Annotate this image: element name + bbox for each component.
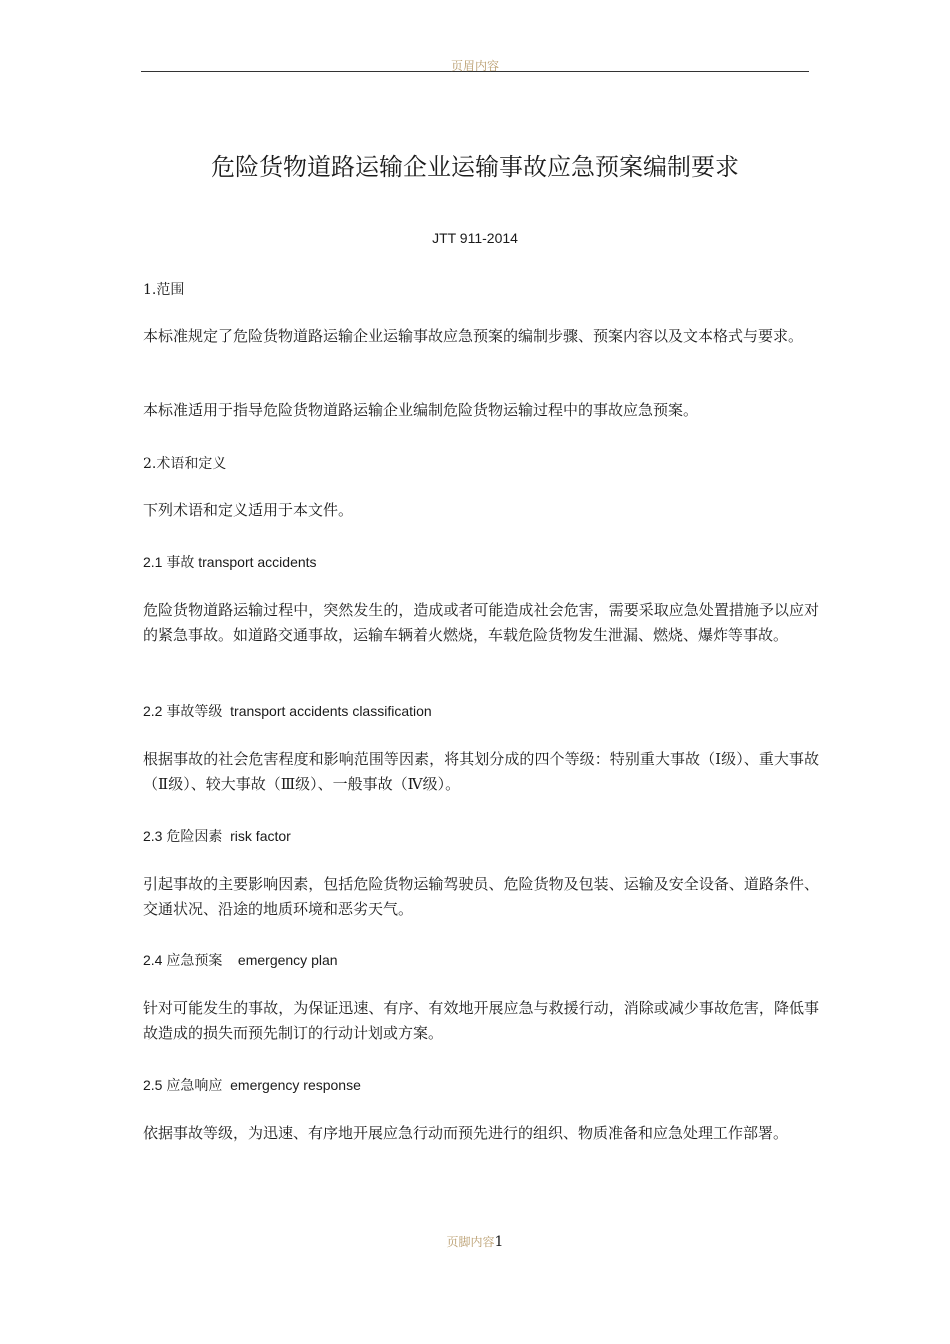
section-2-1-term-en: transport accidents bbox=[198, 554, 317, 570]
section-2-3-heading bbox=[143, 825, 819, 848]
header-text: 页眉内容 bbox=[450, 59, 499, 73]
section-2-paragraph: 下列术语和定义适用于本文件。 bbox=[143, 501, 354, 519]
section-2-2-definition: 根据事故的社会危害程度和影响范围等因素，将其划分成的四个等级：特别重大事故（Ⅰ级）、重大事故（Ⅱ级）、较大事故（Ⅲ级）、一般事故（Ⅳ级）。 bbox=[143, 750, 819, 793]
section-1-paragraph-2: 本标准适用于指导危险货物道路运输企业编制危险货物运输过程中的事故应急预案。 bbox=[143, 401, 699, 419]
section-2-3-definition: 引起事故的主要影响因素，包括危险货物运输驾驶员、危险货物及包装、运输及安全设备、道路条件、交通状况、沿途的地质环境和恶劣天气。 bbox=[143, 875, 819, 918]
section-2-2-heading bbox=[143, 700, 819, 723]
section-2-5-definition: 依据事故等级，为迅速、有序地开展应急行动而预先进行的组织、物质准备和应急处理工作部署。 bbox=[143, 1124, 789, 1142]
section-1-paragraph-1: 本标准规定了危险货物道路运输企业运输事故应急预案的编制步骤、预案内容以及文本格式与要求。 bbox=[143, 327, 804, 345]
section-2-3-term-en: risk factor bbox=[230, 828, 291, 844]
page-header bbox=[141, 55, 809, 72]
section-2-4-number: 2.4 bbox=[143, 952, 163, 968]
page-footer bbox=[0, 1232, 950, 1251]
section-2-4-term-en: emergency plan bbox=[237, 952, 338, 968]
section-2-5-heading bbox=[143, 1074, 819, 1097]
section-2-4-definition: 针对可能发生的事故，为保证迅速、有序、有效地开展应急与救援行动，消除或减少事故危害，降低事故造成的损失而预先制订的行动计划或方案。 bbox=[143, 999, 819, 1042]
section-1-heading-text: 1.范围 bbox=[143, 282, 185, 298]
section-2-5-term-zh: 应急响应 bbox=[166, 1078, 223, 1094]
section-2-2-term-en: transport accidents classification bbox=[230, 703, 432, 719]
section-2-3-number: 2.3 bbox=[143, 828, 163, 844]
section-2-1-term-zh: 事故 bbox=[166, 555, 195, 571]
section-2-2-term-zh: 事故等级 bbox=[166, 704, 223, 720]
standard-code: JTT 911-2014 bbox=[432, 230, 518, 246]
section-2-3-term-zh: 危险因素 bbox=[166, 829, 223, 845]
section-2-4-term-zh: 应急预案 bbox=[166, 953, 223, 969]
section-2-1-number: 2.1 bbox=[143, 554, 163, 570]
footer-text: 页脚内容 bbox=[446, 1235, 495, 1249]
section-2-heading-text: 2.术语和定义 bbox=[143, 456, 227, 472]
section-2-5-number: 2.5 bbox=[143, 1077, 163, 1093]
section-2-2-number: 2.2 bbox=[143, 703, 163, 719]
section-2-1-heading bbox=[143, 551, 819, 574]
section-2-5-term-en: emergency response bbox=[230, 1077, 361, 1093]
section-2-1-definition: 危险货物道路运输过程中，突然发生的，造成或者可能造成社会危害，需要采取应急处置措施予以应对的紧急事故。如道路交通事故，运输车辆着火燃烧，车载危险货物发生泄漏、燃烧、爆炸等事故。 bbox=[143, 601, 819, 644]
page-number: 1 bbox=[494, 1234, 504, 1250]
section-2-heading bbox=[143, 452, 819, 475]
document-title: 危险货物道路运输企业运输事故应急预案编制要求 bbox=[211, 153, 739, 181]
section-2-4-heading bbox=[143, 949, 819, 972]
section-1-heading bbox=[143, 278, 819, 301]
